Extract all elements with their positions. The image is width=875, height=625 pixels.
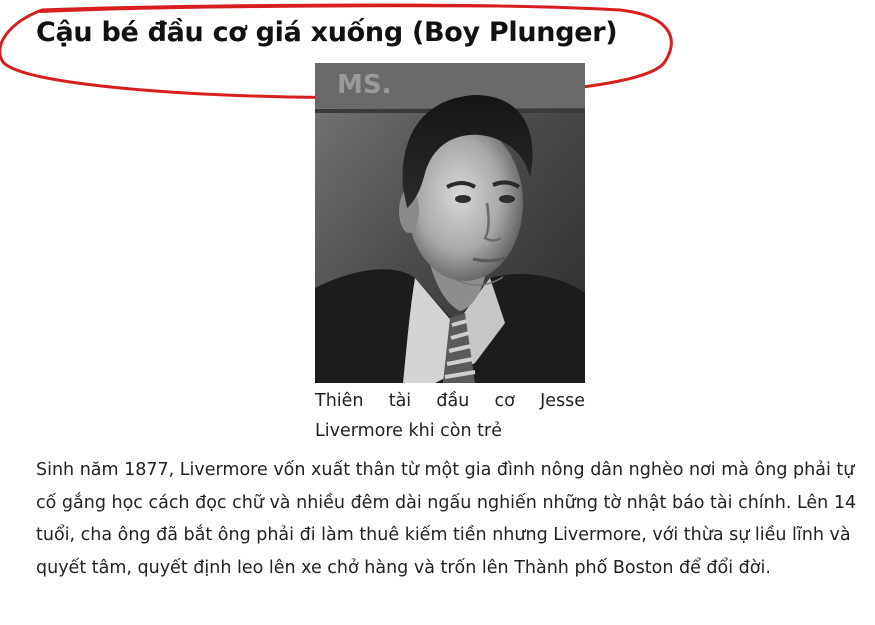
- svg-text:MS.: MS.: [337, 70, 392, 100]
- caption-word: Jesse: [540, 391, 585, 411]
- caption-word: cơ: [494, 391, 515, 411]
- caption-line-2: Livermore khi còn trẻ: [315, 421, 502, 441]
- caption-word: Thiên: [315, 391, 364, 411]
- caption-word: đầu: [436, 391, 470, 411]
- article-figure: [315, 63, 585, 446]
- article-heading: Cậu bé đầu cơ giá xuống (Boy Plunger): [36, 17, 618, 48]
- caption-line-1: [315, 386, 585, 416]
- caption-word: tài: [388, 391, 412, 411]
- portrait-photo: [315, 63, 585, 383]
- figure-caption: [315, 386, 585, 446]
- article-paragraph: Sinh năm 1877, Livermore vốn xuất thân từ một gia đình nông dân nghèo nơi mà ông phải tự cố gắng học cách đọc chữ và nhiều đêm dài ngấu nghiến những tờ nhật báo tài chính. Lên 14 tuổi, cha ông đã bắt ông phải đi làm thuê kiếm tiền nhưng Livermore, với thừa sự liều lĩnh và quyết tâm, quyết định leo lên xe chở hàng và trốn lên Thành phố Boston để đổi đời.: [36, 460, 857, 578]
